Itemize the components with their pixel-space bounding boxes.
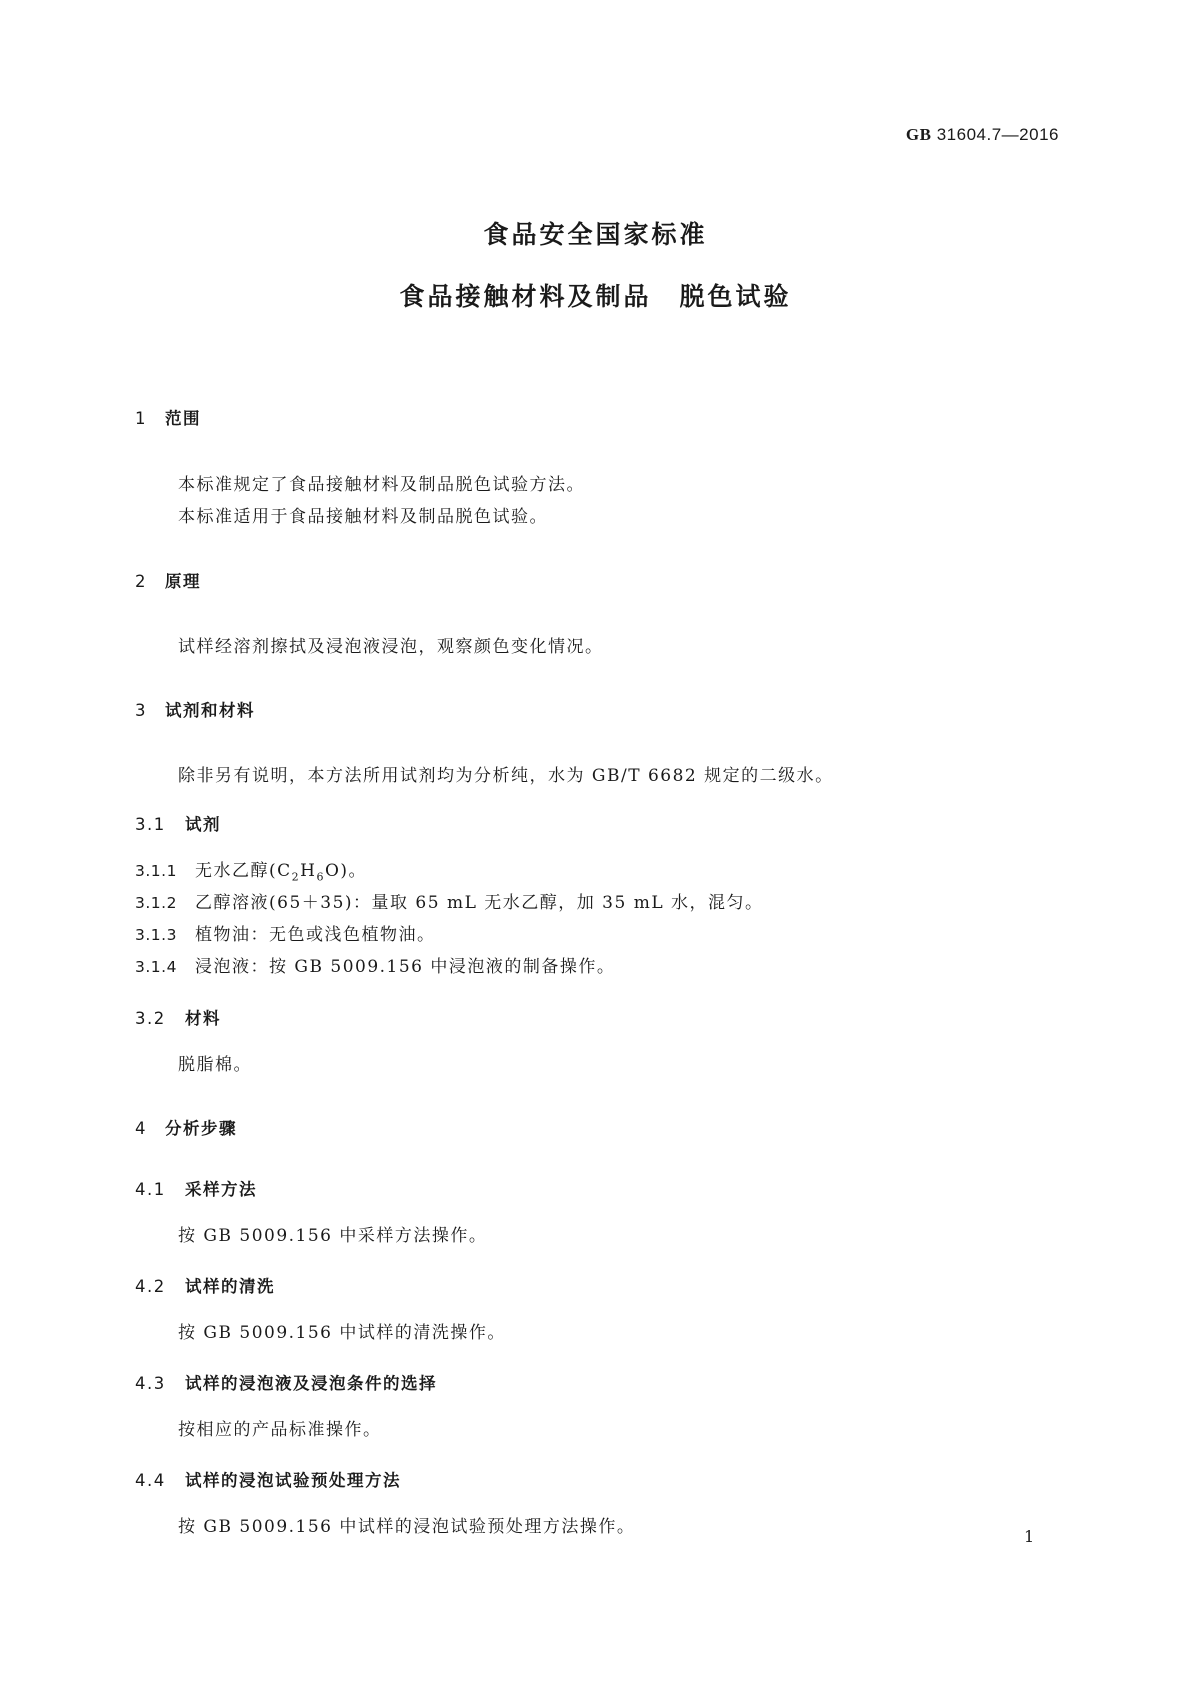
item-3-1-3 xyxy=(135,920,436,945)
section-4-4-paragraph-1: 按 GB 5009.156 中试样的浸泡试验预处理方法操作。 xyxy=(178,1517,636,1537)
section-4-2-heading xyxy=(135,1273,275,1297)
item-number: 3.1.2 xyxy=(135,894,177,912)
section-1-paragraph-2: 本标准适用于食品接触材料及制品脱色试验。 xyxy=(178,507,548,527)
item-3-1-4 xyxy=(135,952,615,977)
standard-prefix: GB xyxy=(905,125,932,144)
section-4-heading xyxy=(135,1115,237,1139)
section-1-paragraph-1: 本标准规定了食品接触材料及制品脱色试验方法。 xyxy=(178,475,585,495)
document-title-line1: 食品安全国家标准 xyxy=(483,220,708,249)
section-3-2-heading xyxy=(135,1005,221,1029)
section-number: 3.1 xyxy=(135,815,166,834)
section-title: 试样的浸泡试验预处理方法 xyxy=(185,1471,401,1490)
item-3-1-1 xyxy=(135,856,367,883)
section-number: 4.4 xyxy=(135,1471,166,1490)
item-number: 3.1.4 xyxy=(135,958,177,976)
section-2-paragraph-1: 试样经溶剂擦拭及浸泡液浸泡，观察颜色变化情况。 xyxy=(178,637,604,657)
section-title: 材料 xyxy=(185,1009,221,1028)
section-title: 试剂 xyxy=(185,815,221,834)
standard-number: 31604.7—2016 xyxy=(936,125,1059,144)
section-number: 2 xyxy=(135,572,147,591)
item-text-part-a: 无水乙醇(C xyxy=(195,861,292,881)
item-text: 植物油：无色或浅色植物油。 xyxy=(195,925,436,945)
section-number: 4.2 xyxy=(135,1277,166,1296)
section-title: 采样方法 xyxy=(185,1180,257,1199)
section-number: 1 xyxy=(135,409,147,428)
item-text-part-b: H xyxy=(300,861,317,881)
section-title: 试样的浸泡液及浸泡条件的选择 xyxy=(185,1374,437,1393)
section-4-1-paragraph-1: 按 GB 5009.156 中采样方法操作。 xyxy=(178,1226,488,1246)
item-subscript-b: 6 xyxy=(316,870,325,884)
section-1-heading xyxy=(135,405,201,429)
section-number: 3 xyxy=(135,701,147,720)
standard-code xyxy=(906,125,1059,145)
section-3-paragraph-1: 除非另有说明，本方法所用试剂均为分析纯，水为 GB/T 6682 规定的二级水。 xyxy=(178,766,834,786)
section-4-4-heading xyxy=(135,1467,401,1491)
section-number: 4 xyxy=(135,1119,147,1138)
section-title: 试样的清洗 xyxy=(185,1277,275,1296)
section-4-3-paragraph-1: 按相应的产品标准操作。 xyxy=(178,1420,382,1440)
section-number: 4.3 xyxy=(135,1374,166,1393)
section-3-2-paragraph-1: 脱脂棉。 xyxy=(178,1055,252,1075)
section-title: 试剂和材料 xyxy=(165,701,255,720)
section-3-1-heading xyxy=(135,811,221,835)
section-number: 3.2 xyxy=(135,1009,166,1028)
page-number: 1 xyxy=(1024,1527,1035,1546)
section-3-heading xyxy=(135,697,255,721)
document-title-line2: 食品接触材料及制品 脱色试验 xyxy=(399,282,792,311)
item-subscript-a: 2 xyxy=(291,870,301,884)
item-number: 3.1.1 xyxy=(135,862,177,880)
section-title: 分析步骤 xyxy=(165,1119,237,1138)
item-number: 3.1.3 xyxy=(135,926,177,944)
item-text: 浸泡液：按 GB 5009.156 中浸泡液的制备操作。 xyxy=(195,957,616,977)
section-title: 原理 xyxy=(165,572,201,591)
item-text-part-c: O)。 xyxy=(324,861,368,881)
section-number: 4.1 xyxy=(135,1180,166,1199)
item-3-1-2 xyxy=(135,888,764,913)
section-4-2-paragraph-1: 按 GB 5009.156 中试样的清洗操作。 xyxy=(178,1323,506,1343)
item-text: 乙醇溶液(65＋35)：量取 65 mL 无水乙醇，加 35 mL 水，混匀。 xyxy=(195,893,764,913)
section-4-1-heading xyxy=(135,1176,257,1200)
section-2-heading xyxy=(135,568,201,592)
section-title: 范围 xyxy=(165,409,201,428)
section-4-3-heading xyxy=(135,1370,437,1394)
